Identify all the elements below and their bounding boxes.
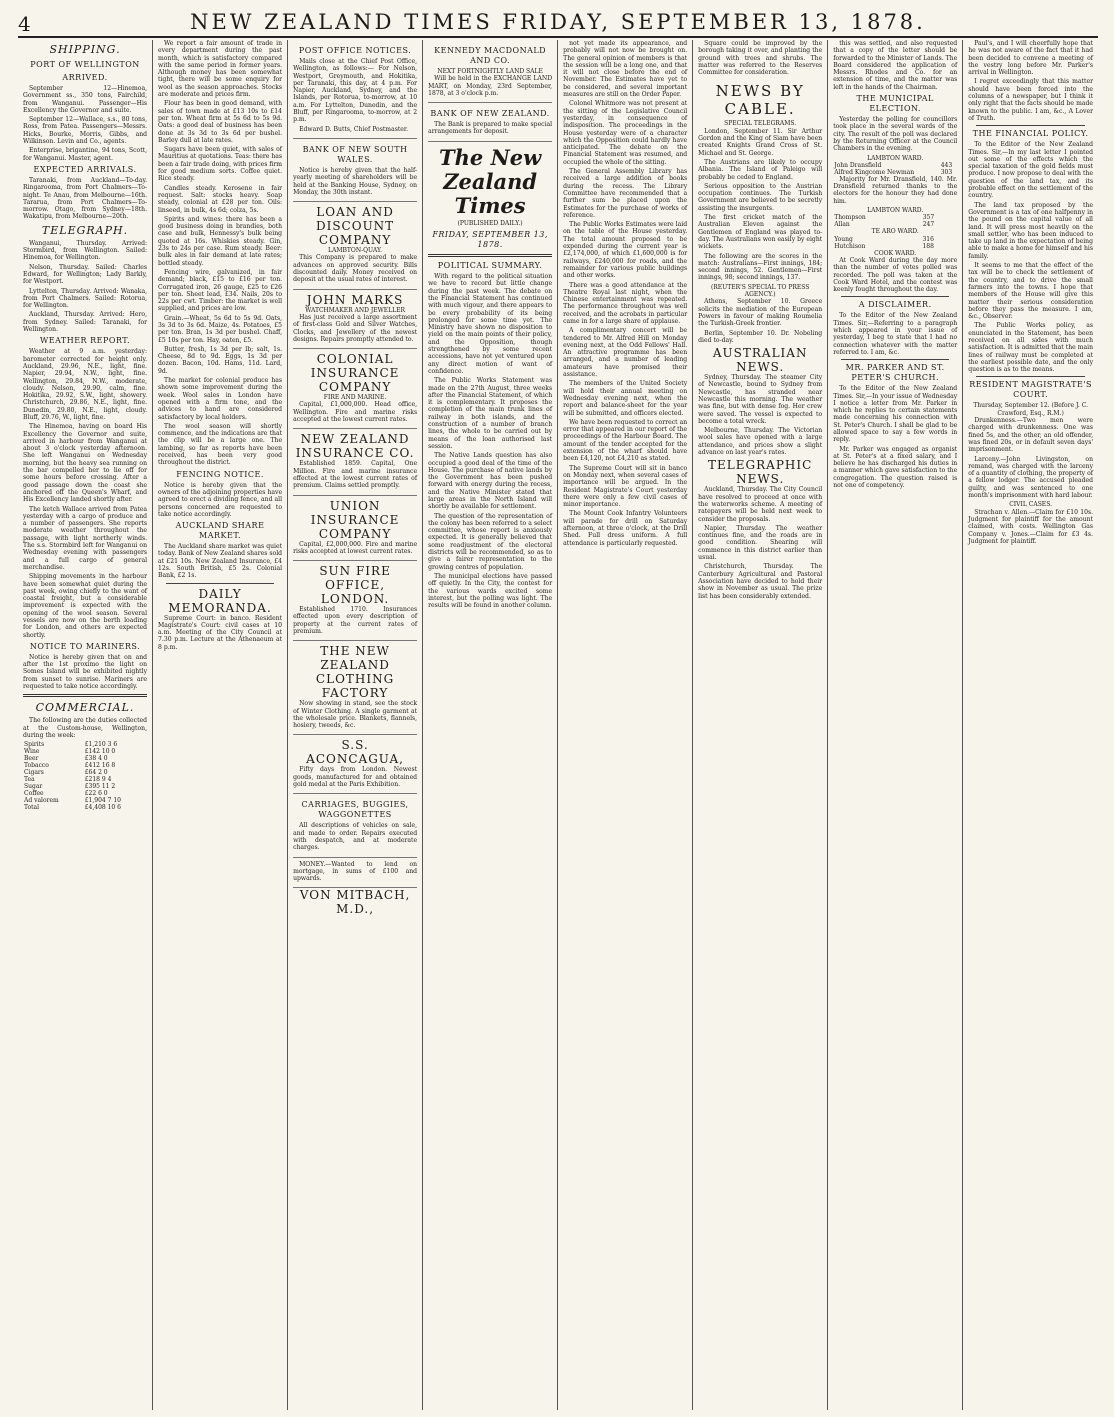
column-6: [693, 40, 828, 1410]
ad-subheading: NEXT FORTNIGHTLY LAND SALE: [437, 68, 543, 75]
paragraph: The following are the scores in the match: Australians—First innings, 184; second innings, 52. Gentlemen—First innings, 98; second innings, 137.: [698, 252, 823, 282]
paragraph: I regret exceedingly that this matter should have been forced into the columns of a newspaper, but I think it only right that the facts should be made known to the public. I am, &c., A Lover of Truth.: [968, 78, 1094, 122]
divider: [976, 125, 1085, 126]
advertisement: [293, 40, 417, 139]
court-subheading: Thursday, September 12. (Before J. C. Crawford, Esq., R.M.): [973, 402, 1088, 417]
paragraph: The land tax proposed by the Government is a tax of one halfpenny in the pound on the capital value of all land. It will press most heavily on the small settler, who has been induced to take up land in the expectation of being able to make a home for himself and his family.: [968, 201, 1094, 260]
paragraph: The Bank is prepared to make special arrangements for deposit.: [428, 121, 553, 136]
paragraph: Grain.—Wheat, 5s 6d to 5s 9d. Oats, 3s 3d to 3s 6d. Maize, 4s. Potatoes, £5 per ton. Bran, 1s 3d per bushel. Chaff, £5 10s per ton. Hay, oaten, £5.: [158, 314, 283, 344]
paragraph: Athens, September 10. Greece solicits the mediation of the European Powers in favour of making Roumelia the Turkish-Greek frontier.: [698, 298, 823, 328]
advertisement: [293, 429, 417, 495]
ward-heading: TE ARO WARD.: [871, 228, 919, 236]
paragraph: Majority for Mr. Dransfield, 140. Mr. Dransfield returned thanks to the electors for the honour they had done him.: [833, 175, 958, 205]
ad-heading: BANK OF NEW ZEALAND.: [430, 109, 550, 119]
ad-heading: NEW ZEALAND INSURANCE CO.: [295, 432, 415, 461]
paragraph: Lyttelton, Thursday. Arrived: Wanaka, from Port Chalmers. Sailed: Rotorua, for Wellington.: [23, 287, 148, 310]
paragraph: Yesterday the polling for councillors took place in the several wards of the city. The result of the poll was declared by the Returning Officer at the Council Chambers in the evening.: [833, 116, 958, 153]
paragraph: Sugars have been quiet, with sales of Mauritius at quotations. Teas: there has been a fair trade doing, with prices firm for good medium sorts. Coffee quiet. Rice steady.: [158, 146, 283, 183]
advertisement: [293, 139, 417, 202]
divider: [428, 254, 552, 257]
municipal-heading: THE MUNICIPAL ELECTION.: [856, 94, 934, 114]
ad-heading: LOAN AND DISCOUNT COMPANY: [315, 205, 395, 248]
paragraph: Auckland, Thursday. The City Council have resolved to proceed at once with the waterworks scheme. A meeting of ratepayers will be held next week to consider the proposals.: [698, 486, 823, 523]
paragraph: We have been requested to correct an error that appeared in our report of the proceedings of the Harbour Board. The amount of the tender accepted for the extension of the wharf should have been £4,120, not £4,210 as stated.: [563, 418, 688, 463]
paragraph: Colonel Whitmore was not present at the sitting of the Legislative Council yesterday, in consequence of indisposition. The proceedings in the House yesterday were of a character which the Opposition could hardly have anticipated. The debate on the Financial Statement was resumed, and occupied the whole of the sitting.: [563, 100, 688, 166]
ad-heading: BANK OF NEW SOUTH WALES.: [302, 144, 408, 164]
newspaper-nameplate: The New Zealand Times: [439, 144, 542, 218]
paragraph: The following are the duties collected at the Custom-house, Wellington, during the week:: [23, 717, 148, 739]
paragraph: With regard to the political situation we have to record but little change during the past week. The debate on the Financial Statement has continued with much vigour, and there appears to be every probability of its being prolonged for some time yet. The Ministry have shown no disposition to yield on the main points of their policy, and the Opposition, though strengthened by some recent accessions, have not yet ventured upon any direct motion of want of confidence.: [428, 273, 553, 375]
dateline: FRIDAY, SEPTEMBER 13, 1878.: [432, 230, 548, 250]
paragraph: Butter, fresh, 1s 3d per lb; salt, 1s. Cheese, 8d to 9d. Eggs, 1s 3d per dozen. Bacon, 10d. Hams, 11d. Lard, 9d.: [158, 345, 283, 375]
port-heading: PORT OF WELLINGTON: [30, 60, 140, 69]
paragraph: Candles steady. Kerosene in fair request. Salt: stocks heavy. Soap steady, colonial at £28 per ton. Oils: linseed, in bulk, 4s 6d; colza, 5s.: [158, 184, 283, 214]
table-row: Coffee £22 6 0: [24, 790, 108, 798]
advertisement: [293, 290, 417, 349]
ad-heading: UNION INSURANCE COMPANY: [310, 498, 400, 541]
paragraph: Notice is hereby given that on and after the 1st proximo the light on Somes Island will be exhibited nightly from sunset to sunrise. Mariners are requested to take notice accordingly.: [23, 653, 148, 691]
table-row: Ad valorem £1,904 7 10: [24, 797, 121, 805]
ward-heading: LAMBTON WARD.: [867, 154, 924, 162]
paragraph: A complimentary concert will be tendered to Mr. Alfred Hill on Monday evening next, at the Odd Fellows' Hall. An attractive programme has been arranged, and a number of leading amateurs have promised their assistance.: [563, 327, 688, 379]
paragraph: Christchurch, Thursday. The Canterbury Agricultural and Pastoral Association have decided to hold their show in November as usual. The prize list has been considerably extended.: [698, 563, 823, 600]
daily-heading: DAILY MEMORANDA.: [168, 586, 272, 615]
paragraph: Spirits and wines: there has been a good business doing in brandies, both case and bulk, Hennessy's bulk being quoted at 16s. Whiskies steady. Gin, 23s to 24s per case. Rum steady. Beer: bulk ales in fair demand at late rates; bottled steady.: [158, 215, 283, 267]
paragraph: Taranaki, from Auckland—To-day. Ringarooma, from Port Chalmers—To-night. Te Anau, from Melbourne—16th. Tararua, from Port Chalmers—To-morrow. Otago, from Sydney—18th. Wakatipu, from Melbourne—20th.: [23, 176, 148, 221]
published-label: (PUBLISHED DAILY.): [457, 219, 523, 227]
customs-table: [23, 741, 147, 811]
divider: [976, 376, 1085, 377]
ad-heading: KENNEDY MACDONALD AND CO.: [434, 46, 547, 65]
paragraph: The members of the United Society will hold their annual meeting on Wednesday evening next, when the report and balance-sheet for the year will be submitted, and officers elected.: [563, 380, 688, 417]
notice-heading: NOTICE TO MARINERS.: [29, 641, 141, 651]
paragraph: Capital, £2,000,000. Fire and marine risks accepted at lowest current rates.: [293, 540, 418, 555]
paragraph: To the Editor of the New Zealand Times. Sir,—Referring to a paragraph which appeared in your issue of yesterday, I beg to state that I had no connection whatever with the matter referred to. I am, &c.: [833, 312, 958, 356]
poll-table: [833, 236, 957, 250]
paragraph: this was settled, and also requested that a copy of the letter should be forwarded to the Minister of Lands. The Board considered the application of Messrs. Rhodes and Co. for an extension of time, and the matter was left in the hands of the Chairman.: [833, 40, 958, 91]
paragraph: This Company is prepared to make advances on approved security. Bills discounted daily. Money received on deposit at the usual rates of interest.: [293, 254, 418, 284]
paragraph: The ketch Wallace arrived from Patea yesterday with a cargo of produce and a number of passengers. She reports moderate weather throughout the passage, with light northerly winds. The s.s. Stormbird left for Wanganui on Wednesday evening with passengers and a full cargo of general merchandise.: [23, 505, 148, 571]
column-5: [558, 40, 693, 1410]
paragraph: Square could be improved by the borough taking it over, and planting the ground with trees and shrubs. The matter was referred to the Reserves Committee for consideration.: [698, 40, 823, 77]
parker-heading: MR. PARKER AND ST. PETER'S CHURCH.: [845, 363, 945, 383]
ad-heading: POST OFFICE NOTICES.: [298, 46, 412, 55]
advertisement: [293, 349, 417, 429]
table-row: Hutchison 188: [834, 242, 934, 250]
advertisement: [293, 858, 417, 889]
civil-heading: CIVIL CASES.: [1009, 501, 1052, 509]
ad-heading: S.S. ACONCAGUA,: [306, 738, 404, 767]
paragraph: The market for colonial produce has shown some improvement during the week. Wool sales in London have opened with a firm tone, and the advices to hand are considered satisfactory by local holders.: [158, 377, 283, 421]
paragraph: The Public Works Estimates were laid on the table of the House yesterday. The total amount proposed to be expended during the current year is £2,174,000, of which £1,600,000 is for railways, £240,000 for roads, and the remainder for various public buildings and other works.: [563, 221, 688, 280]
advertisement: [293, 561, 417, 641]
advertisement: [293, 794, 417, 857]
page-title: NEW ZEALAND TIMES FRIDAY, SEPTEMBER 13, 1878.: [190, 10, 926, 34]
newspaper-page: [18, 10, 1098, 1410]
ad-heading: CARRIAGES, BUGGIES, WAGGONETTES: [301, 800, 409, 820]
paragraph: Fencing wire, galvanized, in fair demand; black, £15 to £16 per ton. Corrugated iron, 26 gauge, £25 to £26 per ton. Sheet lead, £34. Nails, 20s to 22s per cwt. Timber: the market is well supplied, and prices are low.: [158, 268, 283, 313]
paragraph: Will be held in the EXCHANGE LAND MART, on Monday, 23rd September, 1878, at 3 o'clock p.m.: [428, 75, 553, 97]
political-heading: POLITICAL SUMMARY.: [437, 261, 543, 271]
divider: [166, 583, 274, 584]
paragraph: Has just received a large assortment of first-class Gold and Silver Watches, Clocks, and Jewellery of the newest designs. Repairs promptly attended to.: [293, 313, 418, 343]
table-row: Sugar £395 11 2: [24, 783, 116, 791]
table-row: Spirits £1,210 3 6: [24, 741, 118, 749]
market-heading: AUCKLAND SHARE MARKET.: [175, 521, 265, 541]
ward-heading: LAMBTON WARD.: [867, 207, 924, 215]
paragraph: We report a fair amount of trade in every department during the past month, which is satisfactory compared with the same period in former years. Although money has been somewhat tight, there will be some enquiry for wool as the season approaches. Stocks are moderate and prices firm.: [158, 40, 283, 99]
fencing-heading: FENCING NOTICE.: [176, 469, 264, 479]
telegraph-heading: TELEGRAPH.: [41, 223, 129, 237]
paragraph: Serious opposition to the Austrian occupation continues. The Turkish Government are believed to be secretly assisting the insurgents.: [698, 182, 823, 212]
column-2: [153, 40, 288, 1410]
paragraph: The Auckland share market was quiet today. Bank of New Zealand shares sold at £21 10s. New Zealand Insurance, £4 12s. South British, £5 2s. Colonial Bank, £2 1s.: [158, 543, 283, 580]
paragraph: Notice is hereby given that the half-yearly meeting of shareholders will be held at the Banking House, Sydney, on Monday, the 30th instant.: [293, 166, 418, 196]
divider: [23, 694, 147, 697]
australian-heading: AUSTRALIAN NEWS.: [712, 346, 808, 375]
paragraph: Sydney, Thursday. The steamer City of Newcastle, bound to Sydney from Newcastle, has stranded near Newcastle this morning. The weather was fine, but with dense fog. Her crew were saved. The vessel is expected to become a total wreck.: [698, 374, 823, 425]
paragraph: The Public Works Statement was made on the 27th August, three weeks after the Financial Statement, of which it is complementary. It proposes the completion of the main trunk lines of railway in both islands, and the construction of a number of branch lines, the whole to be carried out by means of the loan authorised last session.: [428, 377, 553, 450]
commercial-heading: COMMERCIAL.: [35, 701, 135, 715]
paragraph: Capital, £1,000,000. Head office, Wellington. Fire and marine risks accepted at the lowest current rates.: [293, 401, 418, 424]
paragraph: Berlin, September 10. Dr. Nobeling died to-day.: [698, 329, 823, 344]
paragraph: Drunkenness.—Two men were charged with drunkenness. One was fined 5s, and the other, an old offender, was fined 20s, or in default seven days' imprisonment.: [968, 417, 1094, 454]
paragraph: The wool season will shortly commence, and the indications are that the clip will be a large one. The lambing, so far as reports have been received, has been very good throughout the district.: [158, 422, 283, 467]
table-row: Allan 247: [834, 221, 935, 229]
table-row: Wine £142 10 0: [24, 748, 116, 756]
paragraph: To the Editor of the New Zealand Times. Sir,—In your issue of Wednesday I notice a letter from Mr. Parker in which he replies to certain statements made concerning his connection with St. Peter's Church. I shall be glad to be allowed space to say a few words in reply.: [833, 385, 958, 444]
paragraph: Established 1710. Insurances effected upon every description of property at the current rates of premium.: [293, 606, 418, 635]
cable-heading: NEWS BY CABLE.: [715, 82, 805, 119]
ad-subheading: LAMBTON-QUAY.: [328, 247, 383, 255]
column-7: [828, 40, 963, 1410]
paragraph: Napier, Thursday. The weather continues fine, and the roads are in good condition. Shearing will commence in this district earlier than usual.: [698, 524, 823, 562]
ad-heading: SUN FIRE OFFICE, LONDON.: [319, 564, 391, 607]
table-row: Thompson 357: [834, 214, 935, 222]
advertisement: [428, 103, 552, 142]
ad-heading: VON MITBACH, M.D.,: [299, 888, 411, 917]
reuter-heading: (REUTER'S SPECIAL TO PRESS AGENCY.): [710, 283, 810, 299]
telegraphic-heading: TELEGRAPHIC NEWS.: [708, 458, 813, 487]
paragraph: Wanganui, Thursday. Arrived: Stormbird, from Wellington. Sailed: Hinemoa, for Wellington.: [23, 239, 148, 262]
masthead: [18, 10, 1098, 38]
advertisement: [428, 40, 552, 103]
paragraph: At Cook Ward during the day more than the number of votes polled was recorded. The poll was taken at the Cook Ward Hotel, and the contest was keenly fought throughout the day.: [833, 256, 958, 294]
paragraph: Strachan v. Allen.—Claim for £10 10s. Judgment for plaintiff for the amount claimed, with costs. Wellington Gas Company v. Jones.—Claim for £3 4s. Judgment for plaintiff.: [968, 508, 1094, 545]
paragraph: Supreme Court: in banco. Resident Magistrate's Court: civil cases at 10 a.m. Meeting of the City Council at 7.30 p.m. Lecture at the Athenaeum at 8 p.m.: [158, 614, 283, 651]
paragraph: Notice is hereby given that the owners of the adjoining properties have agreed to erect a dividing fence, and all persons concerned are requested to take notice accordingly.: [158, 481, 283, 518]
page-number: 4: [18, 12, 31, 36]
paragraph: Edward D. Butts, Chief Postmaster.: [299, 125, 409, 133]
shipping-heading: SHIPPING.: [49, 43, 121, 56]
disclaimer-heading: A DISCLAIMER.: [858, 300, 932, 310]
paragraph: The question of the representation of the colony has been referred to a select committee, whose report is anxiously expected. It is generally believed that some readjustment of the electoral districts will be recommended, so as to give a fairer representation to the growing centres of population.: [428, 512, 553, 571]
table-row: Tea £218 9 4: [24, 776, 112, 784]
ward-heading: COOK WARD.: [874, 249, 917, 257]
advertisement: [293, 735, 417, 794]
paragraph: Flour has been in good demand, with sales of town made at £13 10s to £14 per ton. Wheat firm at 5s 6d to 5s 9d. Oats: a good deal of business has been done at 3s 3d to 3s 6d per bushel. Barley dull at late rates.: [158, 100, 283, 144]
paragraph: The municipal elections have passed off quietly. In the City, the contest for the various wards excited some interest, but the polling was light. The results will be found in another column.: [428, 572, 553, 610]
paragraph: Mr. Parker was engaged as organist at St. Peter's at a fixed salary, and I believe he has discharged his duties in a manner which gave satisfaction to the congregation. The question raised is not one of competency.: [833, 445, 958, 490]
table-row: Alfred Kingcome Newman 303: [834, 168, 953, 176]
paragraph: Nelson, Thursday. Sailed: Charles Edward, for Wellington; Lady Barkly, for Westport.: [23, 263, 148, 286]
column-1: [18, 40, 153, 1410]
table-row: Young 316: [834, 235, 934, 243]
table-row: Cigars £64 2 0: [24, 769, 108, 777]
ad-heading: COLONIAL INSURANCE COMPANY: [310, 352, 400, 395]
paragraph: The Public Works policy, as enunciated in the Statement, has been received on all sides with much satisfaction. It is admitted that the main lines of railway must be completed at the earliest possible date, and the only question is as to the means.: [968, 322, 1094, 374]
paragraph: Now showing in stand, see the stock of Winter Clothing. A single garment at the wholesale price. Blankets, flannels, hosiery, tweeds, &c.: [293, 700, 418, 730]
paragraph: The Supreme Court will sit in banco on Monday next, when several cases of importance will be argued. In the Resident Magistrate's Court yesterday there were only a few civil cases of minor importance.: [563, 464, 688, 509]
column-3: [288, 40, 423, 1410]
paragraph: It seems to me that the effect of the tax will be to check the settlement of the country, and to drive the small farmers into the towns. I hope that members of the House will give this matter their serious consideration before they pass the measure. I am, &c., Observer.: [968, 262, 1094, 321]
expected-heading: EXPECTED ARRIVALS.: [33, 164, 137, 174]
paragraph: Paul's, and I will cheerfully hope that he was not aware of the fact that it had been decided to convene a meeting of the vestry long before Mr. Parker's arrival in Wellington.: [968, 40, 1094, 77]
column-4: [423, 40, 558, 1410]
paragraph: Mails close at the Chief Post Office, Wellington, as follows:— For Nelson, Westport, Greymouth, and Hokitika, per Taranaki, this day, at 4 p.m. For Napier, Auckland, Sydney, and the Islands, per Rotorua, to-morrow, at 10 a.m. For Lyttelton, Dunedin, and the Bluff, per Ringarooma, to-morrow, at 2 p.m.: [293, 58, 418, 124]
ad-subheading: WATCHMAKER AND JEWELLER: [305, 306, 406, 314]
paragraph: MONEY.—Wanted to lend on mortgage, in sums of £100 and upwards.: [293, 860, 418, 883]
divider: [841, 359, 949, 360]
table-row: Total £4,408 10 6: [24, 804, 121, 812]
columns: [18, 40, 1098, 1410]
paragraph: Enterprise, brigantine, 94 tons, Scott, for Wanganui. Master, agent.: [23, 147, 148, 162]
table-row: Beer £38 4 0: [24, 755, 108, 763]
paragraph: The Hinemoa, having on board His Excellency the Governor and suite, arrived in harbour from Wanganui at about 3 o'clock yesterday afternoon. She left Wanganui on Wednesday morning, but the heavy sea running on the bar compelled her to lie off for some hours before crossing. After a good passage down the coast she anchored off the Queen's Wharf, and His Excellency landed shortly after.: [23, 423, 148, 504]
ad-heading: JOHN MARKS: [306, 292, 404, 307]
paragraph: There was a good attendance at the Theatre Royal last night, when the Chinese entertainment was repeated. The performance throughout was well received, and the acrobats in particular came in for a large share of applause.: [563, 281, 688, 325]
paragraph: Melbourne, Thursday. The Victorian wool sales have opened with a large attendance, and prices show a slight advance on last year's rates.: [698, 427, 823, 457]
paragraph: Fifty days from London. Newest goods, manufactured for and obtained gold medal at the Paris Exhibition.: [293, 766, 418, 789]
arrived-heading: ARRIVED.: [62, 73, 108, 82]
poll-table: [833, 162, 957, 176]
paragraph: Auckland, Thursday. Arrived: Hero, from Sydney. Sailed: Taranaki, for Wellington.: [23, 311, 148, 334]
table-row: Tobacco £412 16 8: [24, 762, 116, 770]
paragraph: The first cricket match of the Australian Eleven against the Gentlemen of England was played to-day. The Australians won easily by eight wickets.: [698, 214, 823, 251]
ad-subheading: FIRE AND MARINE.: [323, 394, 387, 402]
paragraph: The General Assembly Library has received a large addition of books during the recess. The Library Committee have recommended that a further sum be placed upon the Estimates for the purchase of works of reference.: [563, 168, 688, 219]
paragraph: not yet made its appearance, and probably will not now be brought on. The general opinion of members is that the session will be a long one, and that it will not close before the end of November. The Estimates have yet to be considered, and several important measures are still on the Order Paper.: [563, 40, 688, 99]
paragraph: September 12—Hinemoa, Government ss., 350 tons, Fairchild, from Wanganui. Passenger—His Excellency the Governor and suite.: [23, 85, 148, 114]
financial-heading: THE FINANCIAL POLICY.: [972, 129, 1089, 139]
paragraph: Shipping movements in the harbour have been somewhat quiet during the past week, owing chiefly to the want of coastal freight, but a considerable improvement is expected with the opening of the wool season. Several vessels are now on the berth loading for London, and others are expected shortly.: [23, 573, 148, 639]
advertisement: [293, 641, 417, 735]
paragraph: London, September 11. Sir Arthur Gordon and the King of Siam have been created Knights Grand Cross of St. Michael and St. George.: [698, 127, 823, 157]
paragraph: The Mount Cook Infantry Volunteers will parade for drill on Saturday afternoon, at three o'clock, at the Drill Shed. Full dress uniform. A full attendance is particularly requested.: [563, 510, 688, 547]
paragraph: To the Editor of the New Zealand Times. Sir,—In my last letter I pointed out some of the effects which the special taxation of the gold fields must produce. I now propose to deal with the question of the land tax, and its probable effect on the settlement of the country.: [968, 141, 1094, 200]
paragraph: September 12—Wallace, s.s., 80 tons, Ross, from Patea. Passengers—Messrs. Hicks, Bourke, Morris, Gibbs, and Wilkinson. Levin and Co., agents.: [23, 116, 148, 146]
advertisement: [293, 496, 417, 562]
ad-heading: THE NEW ZEALAND CLOTHING FACTORY: [315, 644, 395, 701]
paragraph: Weather at 9 a.m. yesterday: barometer corrected for height only. Auckland, 29.96, N.E., light, fine. Napier, 29.94, N.W., light, fine. Wellington, 29.84, N.W., moderate, cloudy. Nelson, 29.90, calm, fine. Hokitika, 29.92, S.W., light, showery. Christchurch, 29.86, N.E., light, fine. Dunedin, 29.80, N.E., light, cloudy. Bluff, 29.76, W., light, fine.: [23, 348, 148, 421]
paragraph: The Austrians are likely to occupy Albania. The Island of Paleigo will probably be ceded to England.: [698, 158, 823, 181]
table-row: John Dransfield 443: [834, 161, 953, 169]
paragraph: The Native Lands question has also occupied a good deal of the time of the House. The purchase of native lands by the Government has been pushed forward with energy during the recess, and the Native Minister stated that large areas in the North Island will shortly be available for settlement.: [428, 452, 553, 511]
paragraph: All descriptions of vehicles on sale, and made to order. Repairs executed with despatch, and at moderate charges.: [293, 822, 418, 852]
court-heading: RESIDENT MAGISTRATE'S COURT.: [969, 380, 1092, 400]
paragraph: Established 1859. Capital, One Million. Fire and marine insurance effected at the lowest current rates of premium. Claims settled promptly.: [293, 460, 418, 490]
poll-table: [833, 214, 957, 228]
divider: [841, 296, 949, 297]
advertisement: [293, 202, 417, 289]
column-8: [963, 40, 1098, 1410]
weather-heading: WEATHER REPORT.: [40, 336, 131, 346]
paragraph: Larceny.—John Livingston, on remand, was charged with the larceny of a quantity of clothing, the property of a fellow lodger. The accused pleaded guilty, and was sentenced to one month's imprisonment with hard labour.: [968, 455, 1094, 500]
cable-subheading: SPECIAL TELEGRAMS.: [724, 120, 797, 128]
